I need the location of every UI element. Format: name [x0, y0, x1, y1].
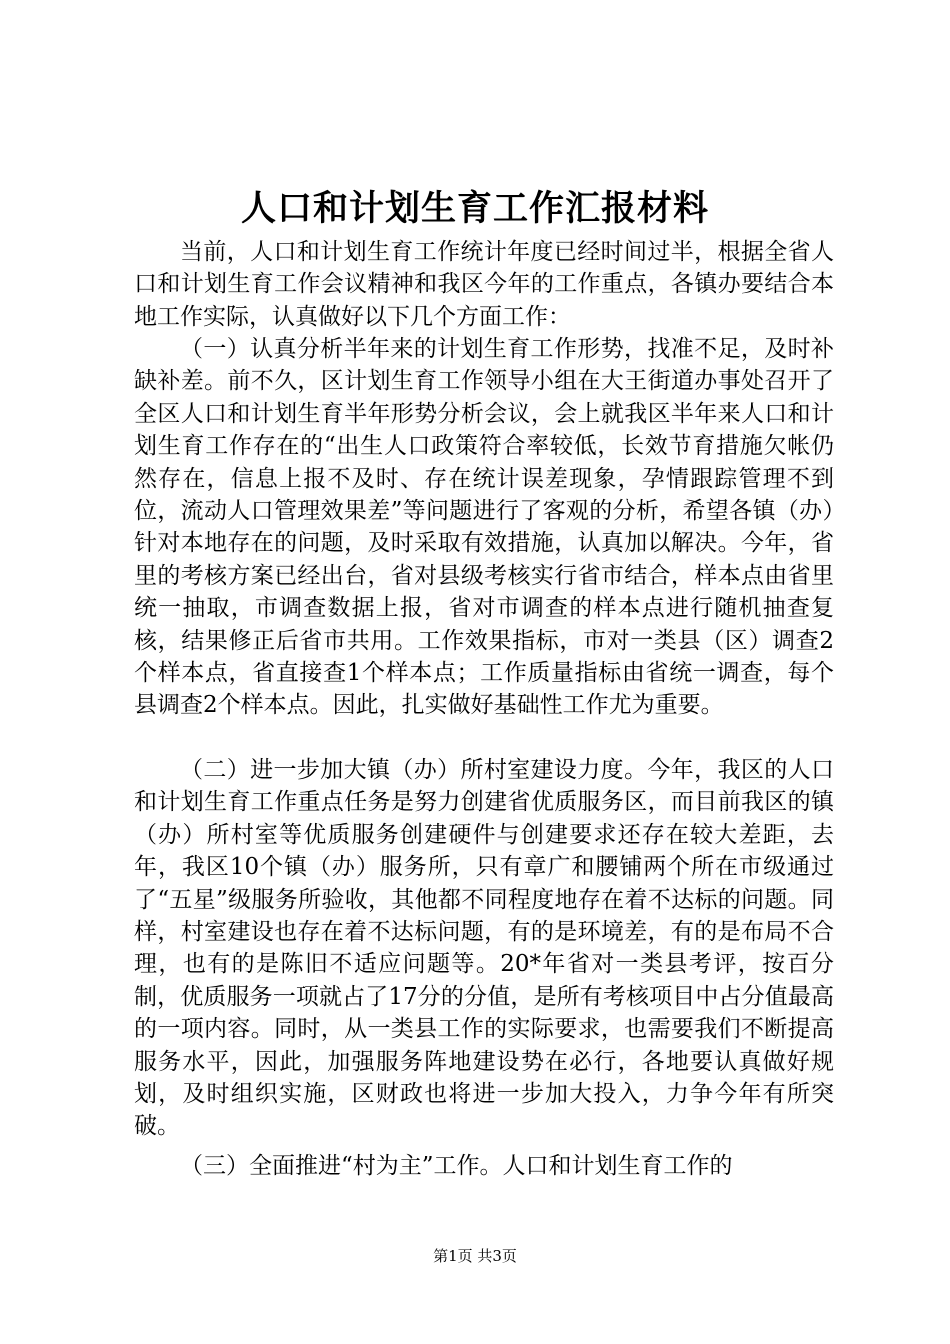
paragraph-section-2: （二）进一步加大镇（办）所村室建设力度。今年，我区的人口和计划生育工作重点任务是努力创建省优质服务区，而目前我区的镇（办）所村室等优质服务创建硬件与创建要求还存在较大差距，去年，我区10个镇（办）服务所，只有章广和腰铺两个所在市级通过了“五星”级服务所验收，其他都不同程度地存在着不达标的问题。同样，村室建设也存在着不达标问题，有的是环境差，有的是布局不合理，也有的是陈旧不适应问题等。20*年省对一类县考评，按百分制，优质服务一项就占了17分的分值，是所有考核项目中占分值最高的一项内容。同时，从一类县工作的实际要求，也需要我们不断提高服务水平，因此，加强服务阵地建设势在必行，各地要认真做好规划，及时组织实施，区财政也将进一步加大投入，力争今年有所突破。	[134, 757, 834, 1140]
document-title: 人口和计划生育工作汇报材料	[240, 188, 709, 229]
paragraph-section-1: （一）认真分析半年来的计划生育工作形势，找准不足，及时补缺补差。前不久，区计划生育工作领导小组在大王街道办事处召开了全区人口和计划生育半年形势分析会议，会上就我区半年来人口和计划生育工作存在的“出生人口政策符合率较低，长效节育措施欠帐仍然存在，信息上报不及时、存在统计误差现象，孕情跟踪管理不到位，流动人口管理效果差”等问题进行了客观的分析，希望各镇（办）针对本地存在的问题，及时采取有效措施，认真加以解决。今年，省里的考核方案已经出台，省对县级考核实行省市结合，样本点由省里统一抽取，市调查数据上报，省对市调查的样本点进行随机抽查复核，结果修正后省市共用。工作效果指标，市对一类县（区）调查2个样本点，省直接查1个样本点；工作质量指标由省统一调查，每个县调查2个样本点。因此，扎实做好基础性工作尤为重要。	[134, 336, 834, 719]
paragraph-intro: 当前，人口和计划生育工作统计年度已经时间过半，根据全省人口和计划生育工作会议精神和我区今年的工作重点，各镇办要结合本地工作实际，认真做好以下几个方面工作：	[134, 239, 834, 330]
paragraph-section-3: （三）全面推进“村为主”工作。人口和计划生育工作的	[180, 1153, 733, 1179]
page-footer: 第1页 共3页	[433, 1247, 517, 1265]
